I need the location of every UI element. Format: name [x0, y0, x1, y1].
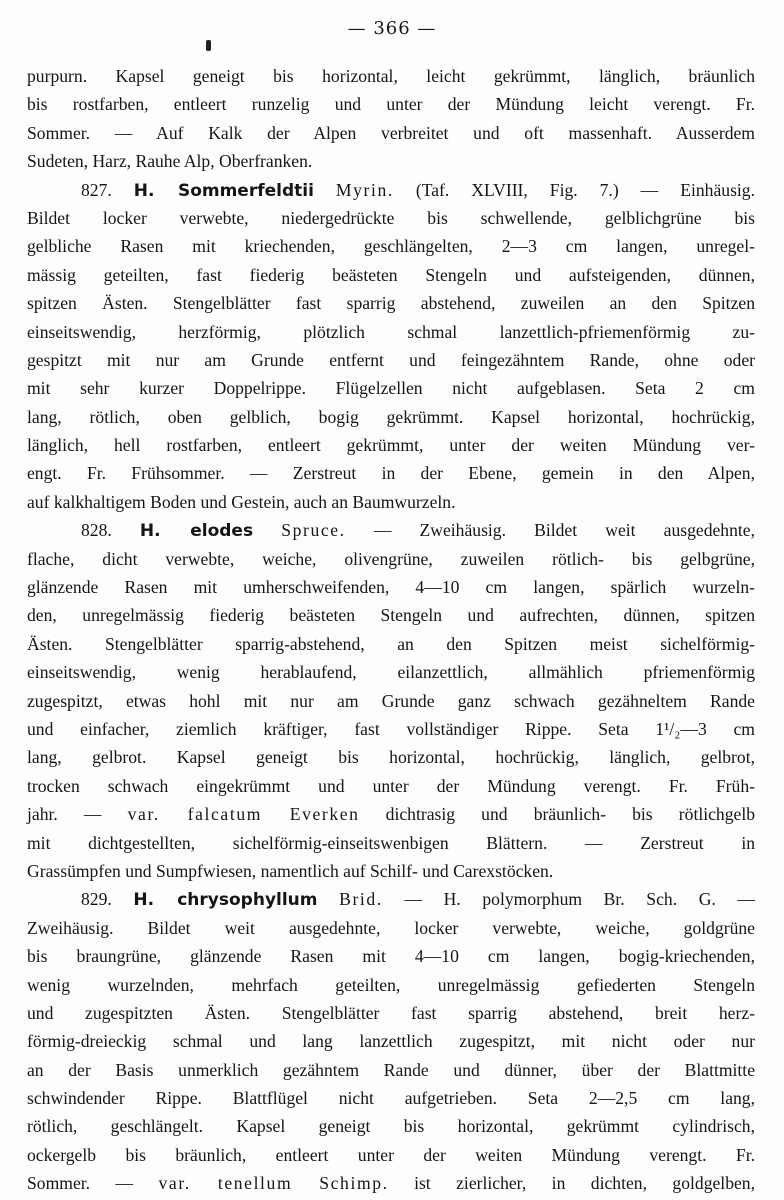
line-text: dichtrasig und bräunlich- bis rötlichgelb	[359, 804, 756, 825]
text-line: spitzen Ästen. Stengelblätter fast sparrig abstehend, zuweilen an den Spitzen	[27, 293, 755, 314]
text-line: auf kalkhaltigem Boden und Gestein, auch an Baumwurzeln.	[27, 491, 456, 512]
text-line: den, unregelmässig fiederig beästeten Stengeln und aufrechten, dünnen, spitzen	[27, 605, 755, 626]
text-line: ockergelb bis bräunlich, entleert unter der weiten Mündung verengt. Fr.	[27, 1144, 755, 1165]
species-note: — Zweihäusig. Bildet weit ausgedehnte,	[373, 520, 755, 541]
species-author: Myrin.	[335, 179, 394, 200]
text-line: purpurn. Kapsel geneigt bis horizontal, leicht gekrümmt, länglich, bräunlich	[27, 66, 755, 86]
text-line: an der Basis unmerklich gezähntem Rande und dünner, über der Blattmitte	[27, 1059, 755, 1080]
text-line	[27, 176, 755, 204]
text-line: Grassümpfen und Sumpfwiesen, namentlich auf Schilf- und Carexstöcken.	[27, 860, 554, 881]
species-author: Brid.	[339, 889, 383, 910]
text-line	[27, 1169, 755, 1197]
text-line: förmig-dreieckig schmal und lang lanzettlich zugespitzt, mit nicht oder nur	[27, 1031, 755, 1052]
variety-name: var. tenellum Schimp.	[158, 1173, 389, 1194]
text-line: lang, gelbrot. Kapsel geneigt bis horizontal, hochrückig, länglich, gelbrot,	[27, 747, 755, 768]
text-line: und zugespitzten Ästen. Stengelblätter fast sparrig abstehend, breit herz-	[27, 1002, 755, 1023]
text-line: Zweihäusig. Bildet weit ausgedehnte, locker verwebte, weiche, goldgrüne	[27, 917, 755, 938]
species-number: 827.	[81, 179, 134, 200]
text-line: schwindender Rippe. Blattflügel nicht aufgetrieben. Seta 2—2,5 cm lang,	[27, 1088, 755, 1109]
species-note: (Taf. XLVIII, Fig. 7.) — Einhäusig.	[415, 179, 755, 200]
line-text: jahr. —	[27, 804, 128, 825]
text-line	[27, 885, 755, 913]
species-name: H. chrysophyllum	[133, 890, 318, 911]
text-line: rötlich, geschlängelt. Kapsel geneigt bis horizontal, gekrümmt cylindrisch,	[27, 1116, 755, 1137]
text-line: wenig wurzelnden, mehrfach geteilten, unregelmässig gefiederten Stengeln	[27, 974, 755, 995]
text-line: bis braungrüne, glänzende Rasen mit 4—10 cm langen, bogig-kriechenden,	[27, 946, 755, 967]
text-line: Bildet locker verwebte, niedergedrückte bis schwellende, gelblichgrüne bis	[27, 207, 755, 228]
text-line: flache, dicht verwebte, weiche, olivengrüne, zuweilen rötlich- bis gelbgrüne,	[27, 548, 755, 569]
text-line: Ästen. Stengelblätter sparrig-abstehend, an den Spitzen meist sichelförmig-	[27, 633, 755, 654]
text-line: gelbliche Rasen mit kriechenden, geschlängelten, 2—3 cm langen, unregel-	[27, 236, 755, 257]
species-note: — H. polymorphum Br. Sch. G. —	[404, 889, 756, 910]
body-text	[27, 62, 755, 1198]
text-line: engt. Fr. Frühsommer. — Zerstreut in der Ebene, gemein in den Alpen,	[27, 463, 755, 484]
text-line: und einfacher, ziemlich kräftiger, fast vollständiger Rippe. Seta 1¹/₂—3 cm	[27, 718, 755, 739]
species-name: H. elodes	[139, 521, 254, 542]
text-line: mit sehr kurzer Doppelrippe. Flügelzellen nicht aufgeblasen. Seta 2 cm	[27, 378, 755, 399]
text-line: zugespitzt, etwas hohl mit nur am Grunde ganz schwach gezähneltem Rande	[27, 690, 755, 711]
line-text: ist zierlicher, in dichten, goldgelben,	[388, 1173, 755, 1194]
text-line	[27, 516, 755, 544]
species-name: H. Sommerfeldtii	[133, 180, 314, 201]
text-line: lang, rötlich, oben gelblich, bogig gekrümmt. Kapsel horizontal, hochrückig,	[27, 406, 755, 427]
text-line: einseitswendig, herzförmig, plötzlich schmal lanzettlich-pfriemenförmig zu-	[27, 321, 755, 342]
ink-speck	[206, 40, 211, 51]
text-line: Sudeten, Harz, Rauhe Alp, Oberfranken.	[27, 151, 313, 172]
variety-name: var. falcatum Everken	[127, 804, 360, 825]
species-number: 828.	[81, 520, 140, 541]
species-number: 829.	[81, 889, 134, 910]
text-line: glänzende Rasen mit umherschweifenden, 4—10 cm langen, spärlich wurzeln-	[27, 577, 755, 598]
text-line: gespitzt mit nur am Grunde entfernt und feingezähntem Rande, ohne oder	[27, 349, 755, 370]
text-line: Sommer. — Auf Kalk der Alpen verbreitet und oft massenhaft. Ausserdem	[27, 122, 755, 143]
text-line: einseitswendig, wenig herablaufend, eilanzettlich, allmählich pfriemenförmig	[27, 662, 755, 683]
species-author: Spruce.	[281, 520, 346, 541]
page-number: — 366 —	[347, 18, 437, 39]
text-line: länglich, hell rostfarben, entleert gekrümmt, unter der weiten Mündung ver-	[27, 435, 755, 456]
text-line: mit dichtgestellten, sichelförmig-einseitswenbigen Blättern. — Zerstreut in	[27, 832, 755, 853]
text-line	[27, 800, 755, 828]
text-line: trocken schwach eingekrümmt und unter der Mündung verengt. Fr. Früh-	[27, 775, 755, 796]
text-line: bis rostfarben, entleert runzelig und unter der Mündung leicht verengt. Fr.	[27, 94, 755, 115]
line-text: Sommer. —	[27, 1173, 159, 1194]
text-line: mässig geteilten, fast fiederig beästeten Stengeln und aufsteigenden, dünnen,	[27, 264, 755, 285]
